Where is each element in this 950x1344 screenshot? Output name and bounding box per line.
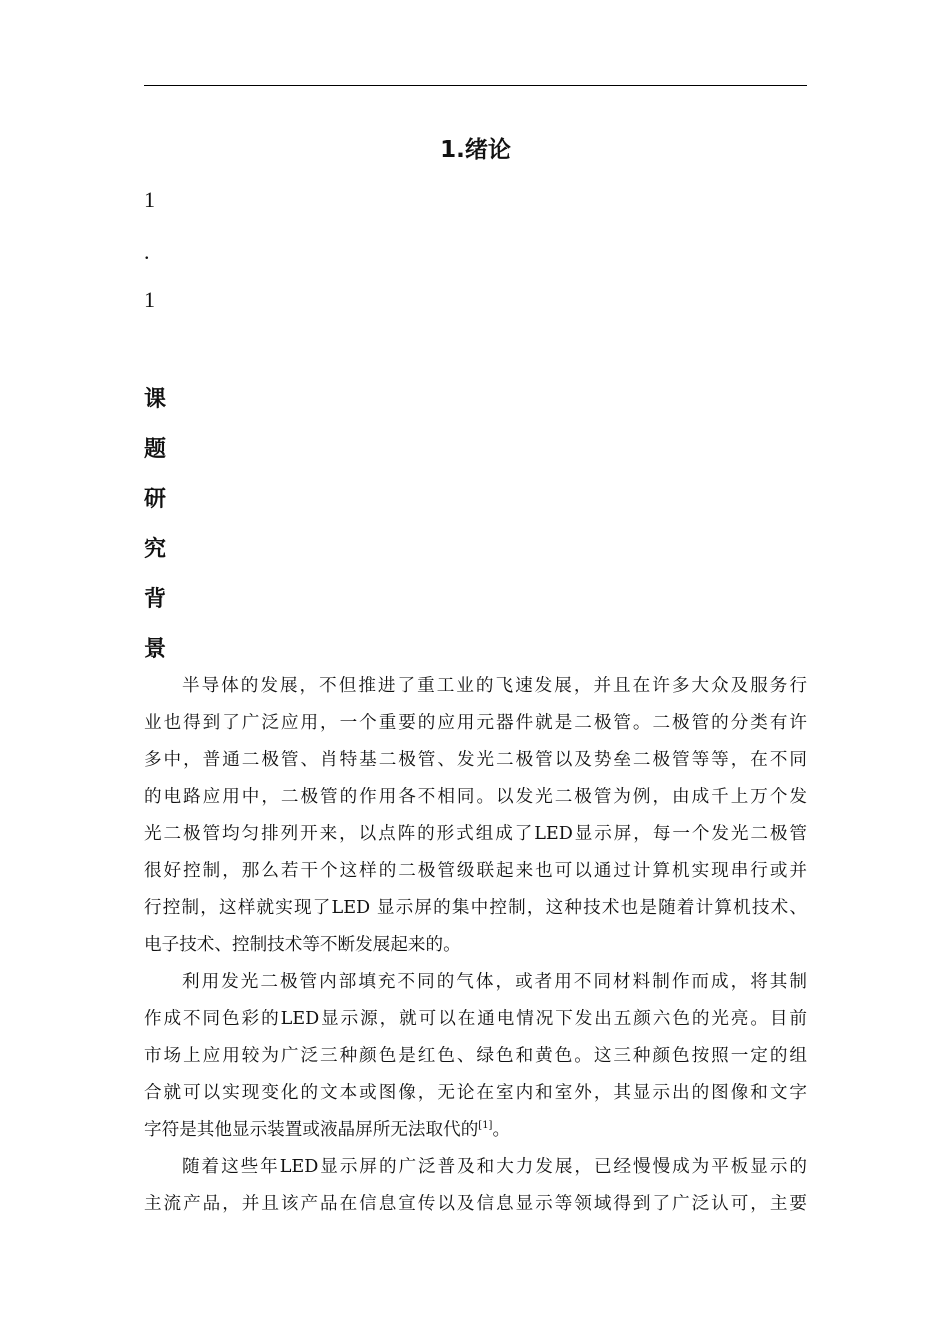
paragraph-line: 利用发光二极管内部填充不同的气体，或者用不同材料制作而成，将其制 xyxy=(182,972,807,992)
paragraph-line: 很好控制，那么若干个这样的二极管级联起来也可以通过计算机实现串行或并 xyxy=(144,861,807,881)
paragraph-line: 半导体的发展，不但推进了重工业的飞速发展，并且在许多大众及服务行 xyxy=(182,676,807,696)
paragraph-line-with-citation xyxy=(144,1112,807,1149)
paragraph-end-punct: 。 xyxy=(492,1120,511,1140)
section-number-char: 1 xyxy=(144,187,155,212)
section-title-char: 课 xyxy=(144,387,167,412)
paragraph-line: 的电路应用中，二极管的作用各不相同。以发光二极管为例，由成千上万个发 xyxy=(144,787,807,807)
section-title-char: 背 xyxy=(144,587,167,612)
paragraph-line: 多中，普通二极管、肖特基二极管、发光二极管以及势垒二极管等等，在不同 xyxy=(144,750,807,770)
chapter-title: 1.绪论 xyxy=(440,137,511,163)
paragraph-line: 业也得到了广泛应用，一个重要的应用元器件就是二极管。二极管的分类有许 xyxy=(144,713,807,733)
paragraph-line: 光二极管均匀排列开来，以点阵的形式组成了LED显示屏，每一个发光二极管 xyxy=(144,824,807,844)
body-paragraph xyxy=(144,1149,807,1223)
section-title-char: 题 xyxy=(144,437,167,462)
section-number-char: 1 xyxy=(144,287,155,312)
section-number-char: . xyxy=(144,239,150,264)
paragraph-line: 随着这些年LED显示屏的广泛普及和大力发展，已经慢慢成为平板显示的 xyxy=(182,1157,807,1177)
body-paragraph xyxy=(144,668,807,964)
paragraph-line: 电子技术、控制技术等不断发展起来的。 xyxy=(144,935,461,955)
body-paragraph xyxy=(144,964,807,1149)
section-title-char: 景 xyxy=(144,637,167,662)
paragraph-line: 字符是其他显示装置或液晶屏所无法取代的 xyxy=(144,1120,479,1140)
citation-marker[interactable]: [1] xyxy=(478,1120,493,1131)
section-title-char: 究 xyxy=(144,537,167,562)
paragraph-line: 主流产品，并且该产品在信息宣传以及信息显示等领域得到了广泛认可，主要 xyxy=(144,1194,807,1214)
paragraph-line: 合就可以实现变化的文本或图像，无论在室内和室外，其显示出的图像和文字 xyxy=(144,1083,807,1103)
paragraph-line: 市场上应用较为广泛三种颜色是红色、绿色和黄色。这三种颜色按照一定的组 xyxy=(144,1046,807,1066)
header-rule xyxy=(144,85,807,86)
paragraph-line: 行控制，这样就实现了LED 显示屏的集中控制，这种技术也是随着计算机技术、 xyxy=(144,898,807,918)
section-title-char: 研 xyxy=(144,487,167,512)
paragraph-line: 作成不同色彩的LED显示源，就可以在通电情况下发出五颜六色的光亮。目前 xyxy=(144,1009,807,1029)
